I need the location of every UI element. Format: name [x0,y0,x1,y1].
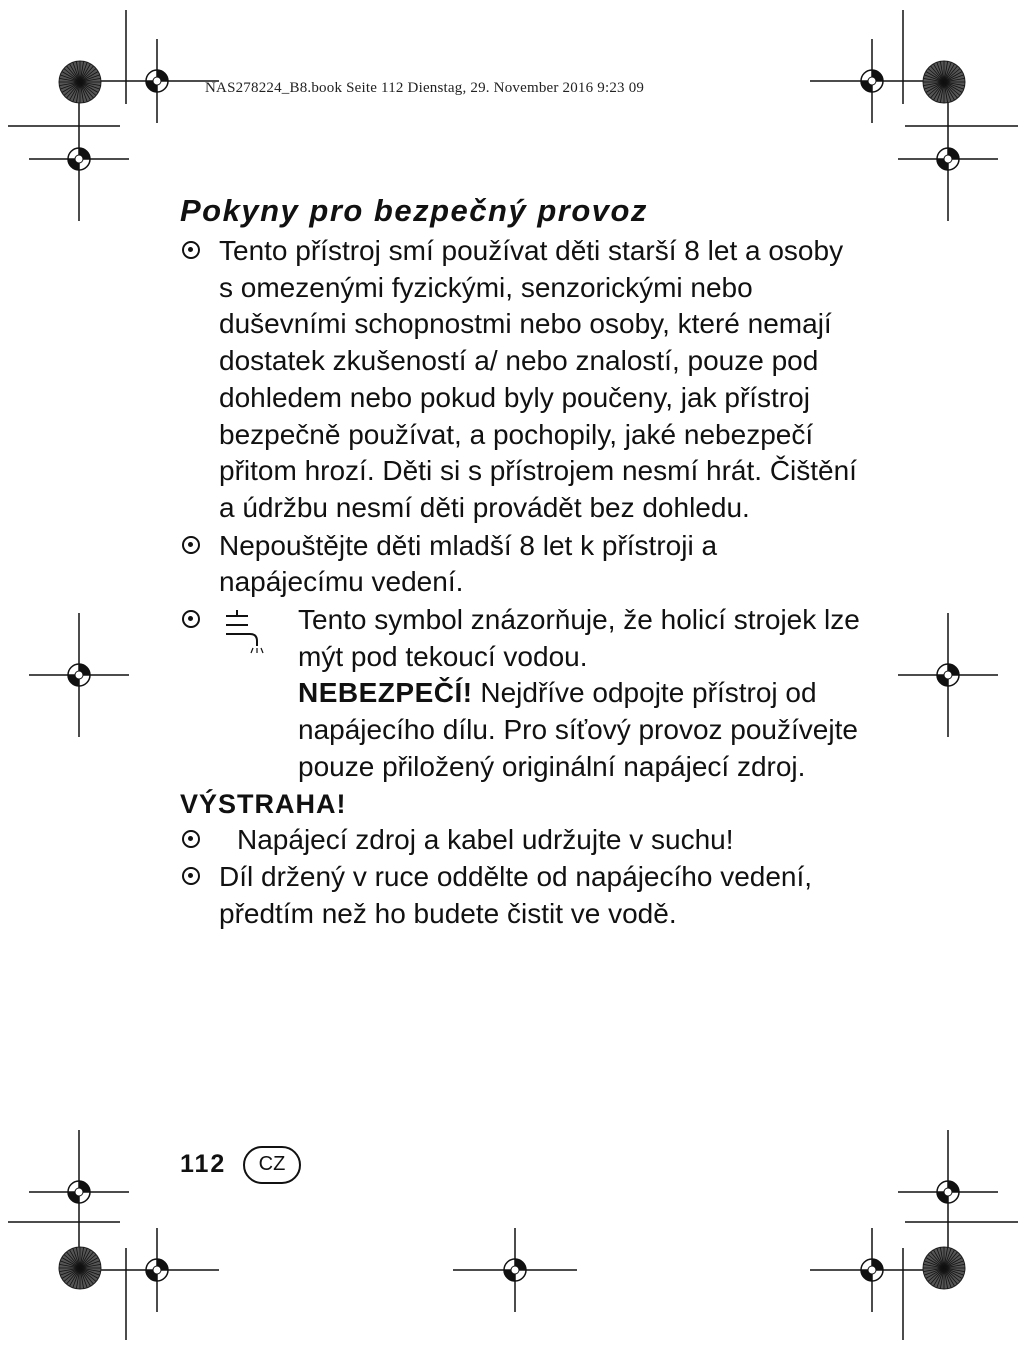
item-text: Nepouštějte děti mladší 8 let k přístroji a napájecímu vedení. [219,529,718,598]
bullet-icon [182,610,200,628]
symbol-text: Tento symbol znázorňuje, že holicí strojek lze mýt pod tekoucí vodou. [298,604,860,672]
bullet-icon [182,867,200,885]
bullet-icon [182,830,200,848]
item-text: Tento přístroj smí používat děti starší 8 let a osoby s omezenými fyzickými, senzorickými nebo duševními schopnostmi nebo osoby, které nemají dostatek zkušeností a/ nebo znalostí, pouze pod dohledem nebo pokud byly poučeny, jak přístroj bezpečně používat, a pochopily, jaké nebezpečí přitom hrozí. Děti si s přístrojem nesmí hrát. Čištění a údržbu nesmí děti provádět bez dohledu. [219,235,857,523]
list-item [180,859,860,932]
list-item [180,528,860,601]
water-tap-icon [222,604,266,654]
item-text: Napájecí zdroj a kabel udržujte v suchu! [237,824,734,856]
safety-section [180,193,860,932]
danger-label: NEBEZPEČÍ! [298,677,473,709]
section-title: Pokyny pro bezpečný provoz [180,193,648,228]
bullet-icon [182,536,200,554]
bullet-icon [182,241,200,259]
print-file-header: NAS278224_B8.book Seite 112 Dienstag, 29. November 2016 9:23 09 [205,80,645,96]
list-item [180,233,860,527]
list-item-symbol [180,602,860,786]
item-text: Díl držený v ruce oddělte od napájecího vedení, předtím než ho budete čistit ve vodě. [219,860,813,929]
warning-label: VÝSTRAHA! [180,788,347,819]
list-item [180,822,860,859]
language-badge: CZ [243,1146,301,1184]
page-number: 112 [180,1150,227,1178]
danger-text: Nejdříve odpojte přístroj od napájecího dílu. Pro síťový provoz používejte pouze přiložený originální napájecí zdroj. [298,677,858,782]
symbol-description [298,602,860,786]
